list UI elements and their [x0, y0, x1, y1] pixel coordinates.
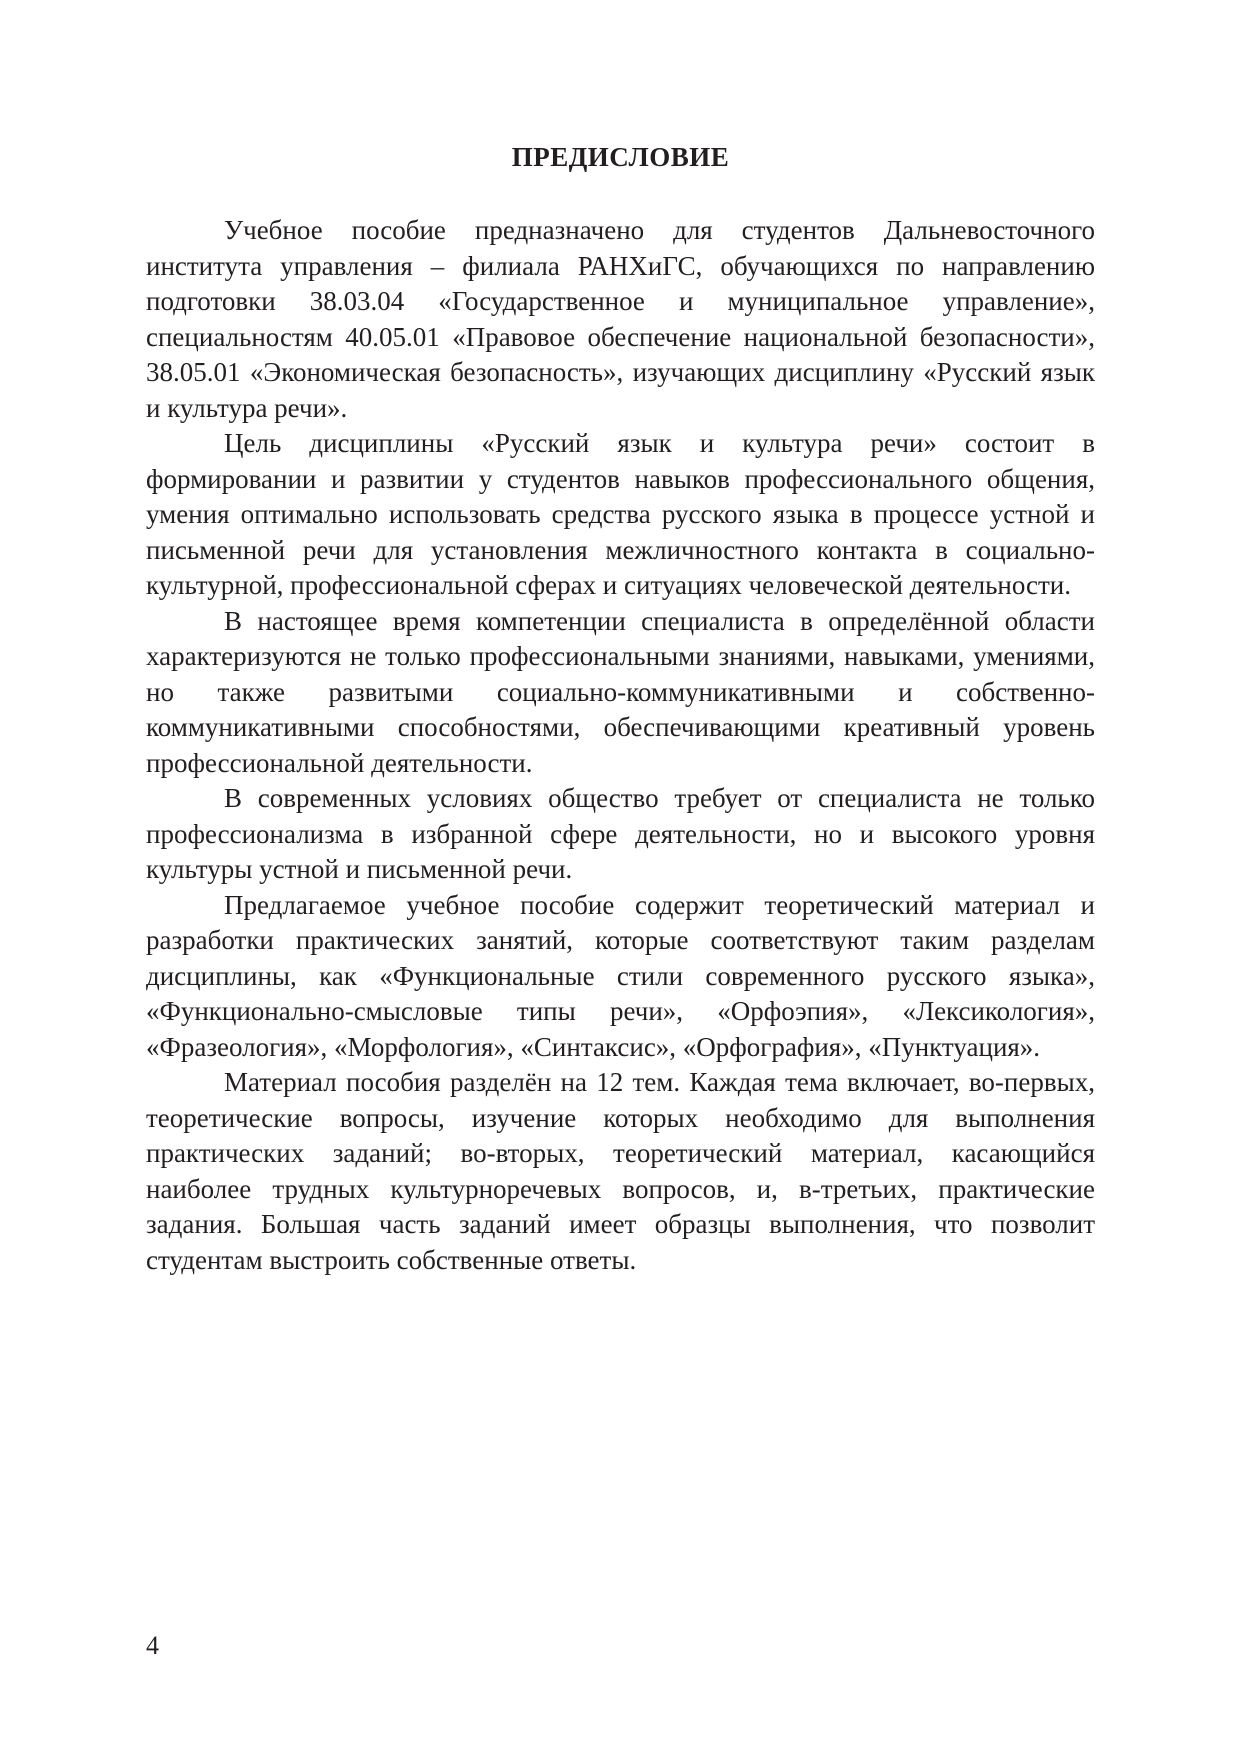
page-number: 4 [146, 1631, 159, 1660]
paragraph-4: В современных условиях общество требует от специалиста не только профессионализма в избранной сфере деятельности, но и высокого уровня культуры устной и письменной речи. [146, 783, 1095, 884]
paragraph-1: Учебное пособие предназначено для студентов Дальневосточного института управления – филиала РАНХиГС, обучающихся по направлению подготовки 38.03.04 «Государственное и муниципальное управление», специальностям 40.05.01 «Правовое обеспечение национальной безопасности», 38.05.01 «Экономическая безопасность», изучающих дисциплину «Русский язык и культура речи». [146, 215, 1095, 423]
paragraph-6: Материал пособия разделён на 12 тем. Каждая тема включает, во-первых, теоретические вопросы, изучение которых необходимо для выполнения практических заданий; во-вторых, теоретический материал, касающийся наиболее трудных культурноречевых вопросов, и, в-третьих, практические задания. Большая часть заданий имеет образцы выполнения, что позволит студентам выстроить собственные ответы. [146, 1067, 1095, 1275]
document-page [146, 0, 1095, 1754]
page-title: ПРЕДИСЛОВИЕ [511, 142, 730, 172]
paragraph-5: Предлагаемое учебное пособие содержит теоретический материал и разработки практических занятий, которые соответствуют таким разделам дисциплины, как «Функциональные стили современного русского языка», «Функционально-смысловые типы речи», «Орфоэпия», «Лексикология», «Фразеология», «Морфология», «Синтаксис», «Орфография», «Пунктуация». [146, 889, 1095, 1062]
paragraph-3: В настоящее время компетенции специалиста в определённой области характеризуются не только профессиональными знаниями, навыками, умениями, но также развитыми социально-коммуникативными и собственно-коммуникативными способностями, обеспечивающими креативный уровень профессиональной деятельности. [146, 605, 1095, 778]
paragraph-2: Цель дисциплины «Русский язык и культура речи» состоит в формировании и развитии у студентов навыков профессионального общения, умения оптимально использовать средства русского языка в процессе устной и письменной речи для установления межличностного контакта в социально-культурной, профессиональной сферах и ситуациях человеческой деятельности. [146, 428, 1095, 600]
body-text [146, 213, 1095, 1278]
